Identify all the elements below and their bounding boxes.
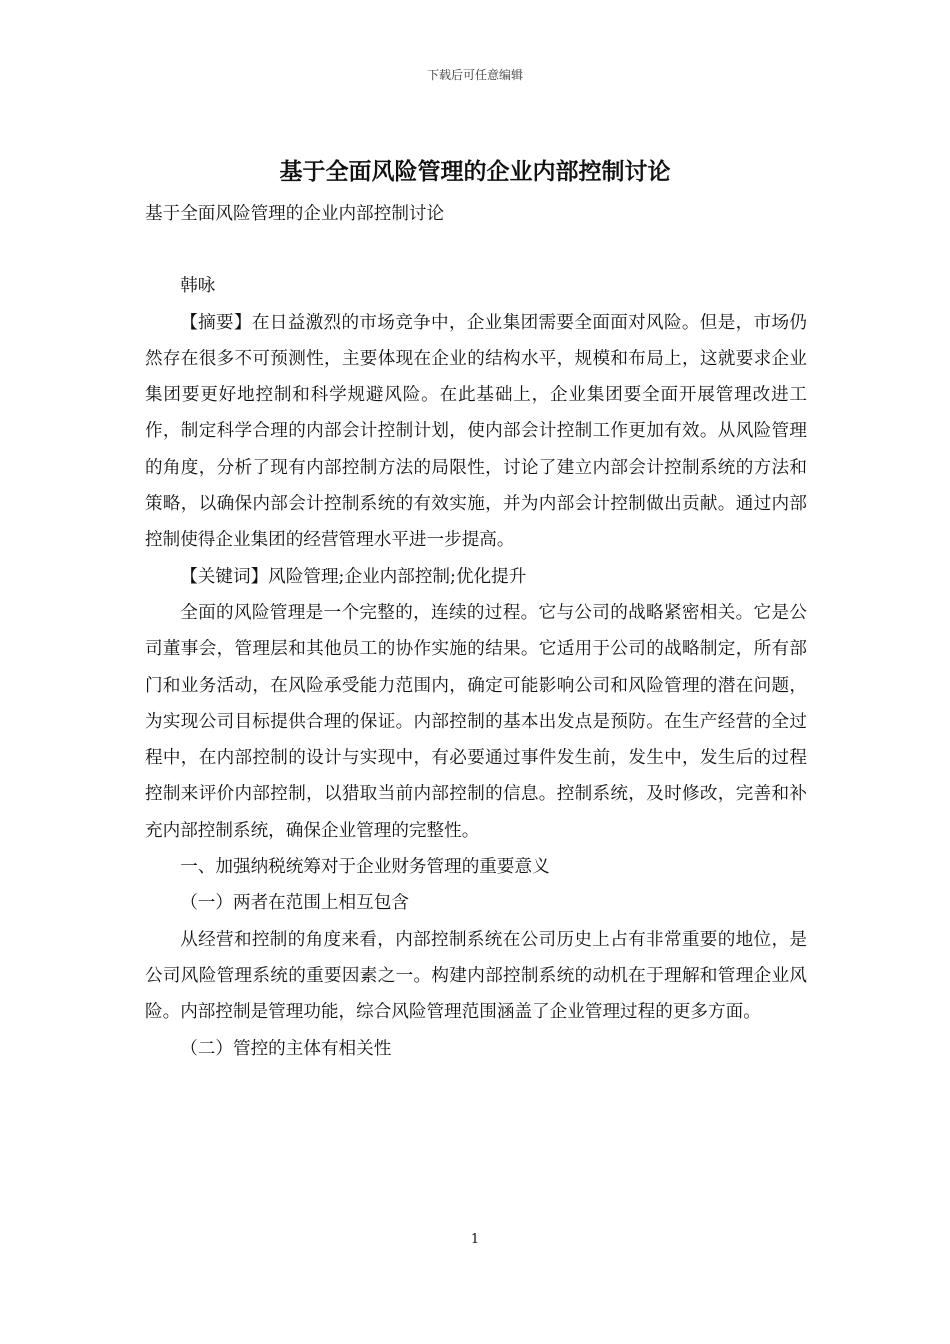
subsection-heading: （一）两者在范围上相互包含 — [180, 893, 409, 914]
subsection-heading: （二）管控的主体有相关性 — [180, 1038, 392, 1059]
keywords-line: 【关键词】风险管理;企业内部控制;优化提升 — [180, 566, 527, 587]
header-note: 下载后可任意编辑 — [426, 68, 523, 82]
section-heading: 一、加强纳税统筹对于企业财务管理的重要意义 — [180, 857, 550, 878]
abstract-paragraph: 【摘要】在日益激烈的市场竞争中，企业集团需要全面面对风险。但是，市场仍然存在很多不可预测性，主要体现在企业的结构水平，规模和布局上，这就要求企业集团要更好地控制和科学规避风险。在此基础上，企业集团要全面开展管理改进工作，制定科学合理的内部会计控制计划，使内部会计控制工作更加有效。从风险管理的角度，分析了现有内部控制方法的局限性，讨论了建立内部会计控制系统的方法和策略，以确保内部会计控制系统的有效实施，并为内部会计控制做出贡献。通过内部控制使得企业集团的经营管理水平进一步提高。 — [145, 312, 807, 551]
document-body — [145, 196, 807, 1067]
document-title: 基于全面风险管理的企业内部控制讨论 — [279, 158, 671, 185]
page-number: 1 — [470, 1232, 480, 1247]
body-paragraph: 从经营和控制的角度来看，内部控制系统在公司历史上占有非常重要的地位，是公司风险管理系统的重要因素之一。构建内部控制系统的动机在于理解和管理企业风险。内部控制是管理功能，综合风险管理范围涵盖了企业管理过程的更多方面。 — [145, 929, 807, 1023]
document-subtitle: 基于全面风险管理的企业内部控制讨论 — [145, 204, 445, 224]
body-paragraph: 全面的风险管理是一个完整的，连续的过程。它与公司的战略紧密相关。它是公司董事会，管理层和其他员工的协作实施的结果。它适用于公司的战略制定，所有部门和业务活动，在风险承受能力范围内，确定可能影响公司和风险管理的潜在问题，为实现公司目标提供合理的保证。内部控制的基本出发点是预防。在生产经营的全过程中，在内部控制的设计与实现中，有必要通过事件发生前，发生中，发生后的过程控制来评价内部控制，以猎取当前内部控制的信息。控制系统，及时修改，完善和补充内部控制系统，确保企业管理的完整性。 — [145, 602, 807, 841]
author-name: 韩咏 — [180, 276, 216, 297]
